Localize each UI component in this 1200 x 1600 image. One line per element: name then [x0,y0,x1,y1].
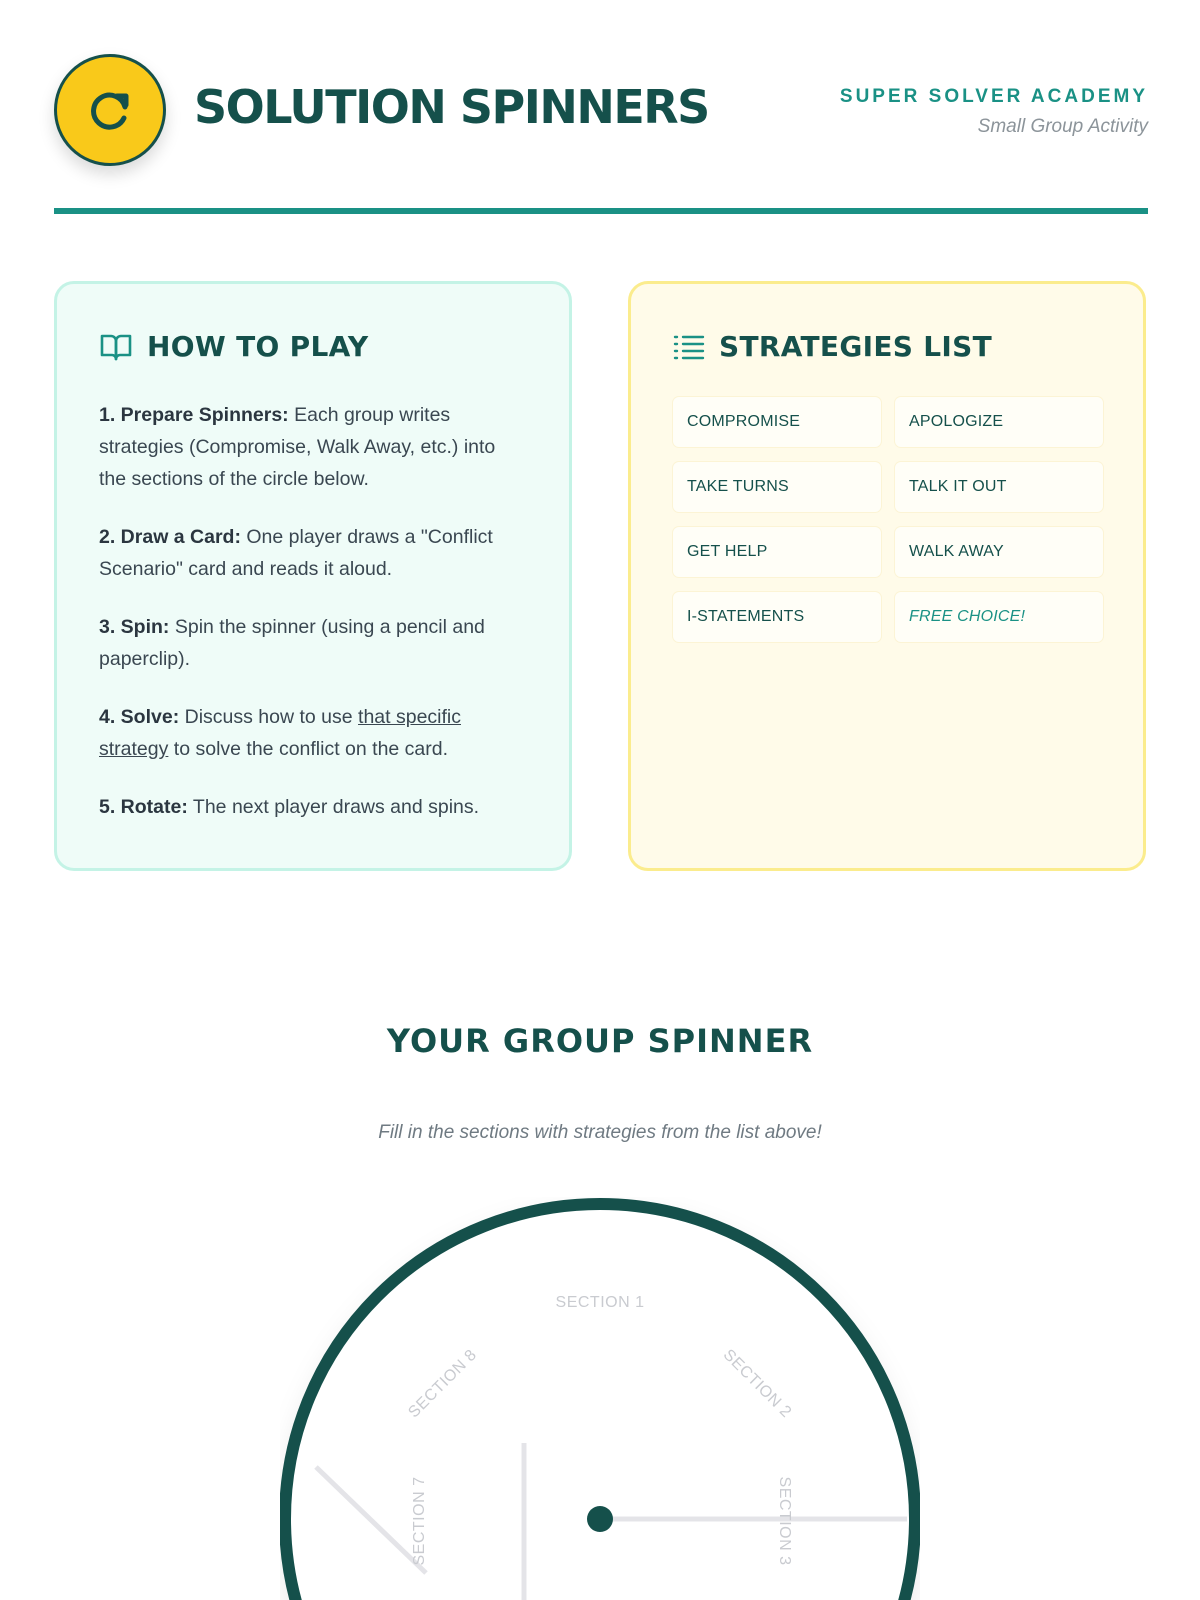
step-5 [99,791,527,823]
step-4-text-after: to solve the conflict on the card. [168,738,449,760]
strategy-walk-away: WALK AWAY [895,527,1103,577]
step-4 [99,701,527,765]
spinner-subtitle: Fill in the sections with strategies from the list above! [378,1122,822,1143]
how-to-play-card [54,281,572,871]
step-5-label: 5. Rotate: [99,796,188,818]
step-2 [99,521,527,585]
brand-subtitle: Small Group Activity [977,116,1148,137]
refresh-icon [85,85,137,137]
spinner-shadow [285,1204,915,1600]
step-1 [99,399,527,495]
strategy-get-help: GET HELP [673,527,881,577]
strategies-heading [673,330,1101,363]
step-2-text: One player draws a "Conflict Scenario" card and reads it aloud. [99,526,493,580]
page-header [54,54,1148,164]
step-4-text-before: Discuss how to use [179,706,359,728]
section-3-label: SECTION 3 [776,1476,793,1566]
step-2-label: 2. Draw a Card: [99,526,241,548]
step-4-label: 4. Solve: [99,706,180,728]
section-1-label: SECTION 1 [555,1294,645,1311]
group-spinner [280,1197,920,1600]
section-8-label: SECTION 8 [405,1346,481,1422]
spinner-center-pin [587,1506,613,1532]
strategies-card [628,281,1146,871]
logo-badge [54,54,166,166]
step-1-label: 1. Prepare Spinners: [99,404,289,426]
step-1-text: Each group writes strategies (Compromise, Walk Away, etc.) into the sections of the circle below. [99,404,496,490]
brand-block [840,86,1148,138]
list-icon [673,332,705,362]
strategy-compromise: COMPROMISE [673,397,881,447]
strategies-grid [673,397,1101,642]
page-title: SOLUTION SPINNERS [194,80,709,134]
strategy-i-statements: I-STATEMENTS [673,592,881,642]
step-5-text: The next player draws and spins. [187,796,480,818]
step-3 [99,611,527,675]
step-3-label: 3. Spin: [99,616,170,638]
step-3-text: Spin the spinner (using a pencil and paperclip). [99,616,485,670]
book-icon [99,332,133,362]
how-to-play-heading [99,330,527,363]
how-to-play-title: HOW TO PLAY [147,330,369,363]
header-divider [54,208,1148,214]
spinner-title: YOUR GROUP SPINNER [386,1022,814,1060]
strategy-take-turns: TAKE TURNS [673,462,881,512]
strategy-apologize: APOLOGIZE [895,397,1103,447]
strategies-title: STRATEGIES LIST [719,330,993,363]
step-4-underlined: that specific strategy [99,706,461,760]
strategy-free-choice: FREE CHOICE! [895,592,1103,642]
section-7-label: SECTION 7 [411,1476,428,1566]
section-2-label: SECTION 2 [719,1346,795,1422]
brand-name: SUPER SOLVER ACADEMY [839,86,1148,107]
strategy-talk-it-out: TALK IT OUT [895,462,1103,512]
